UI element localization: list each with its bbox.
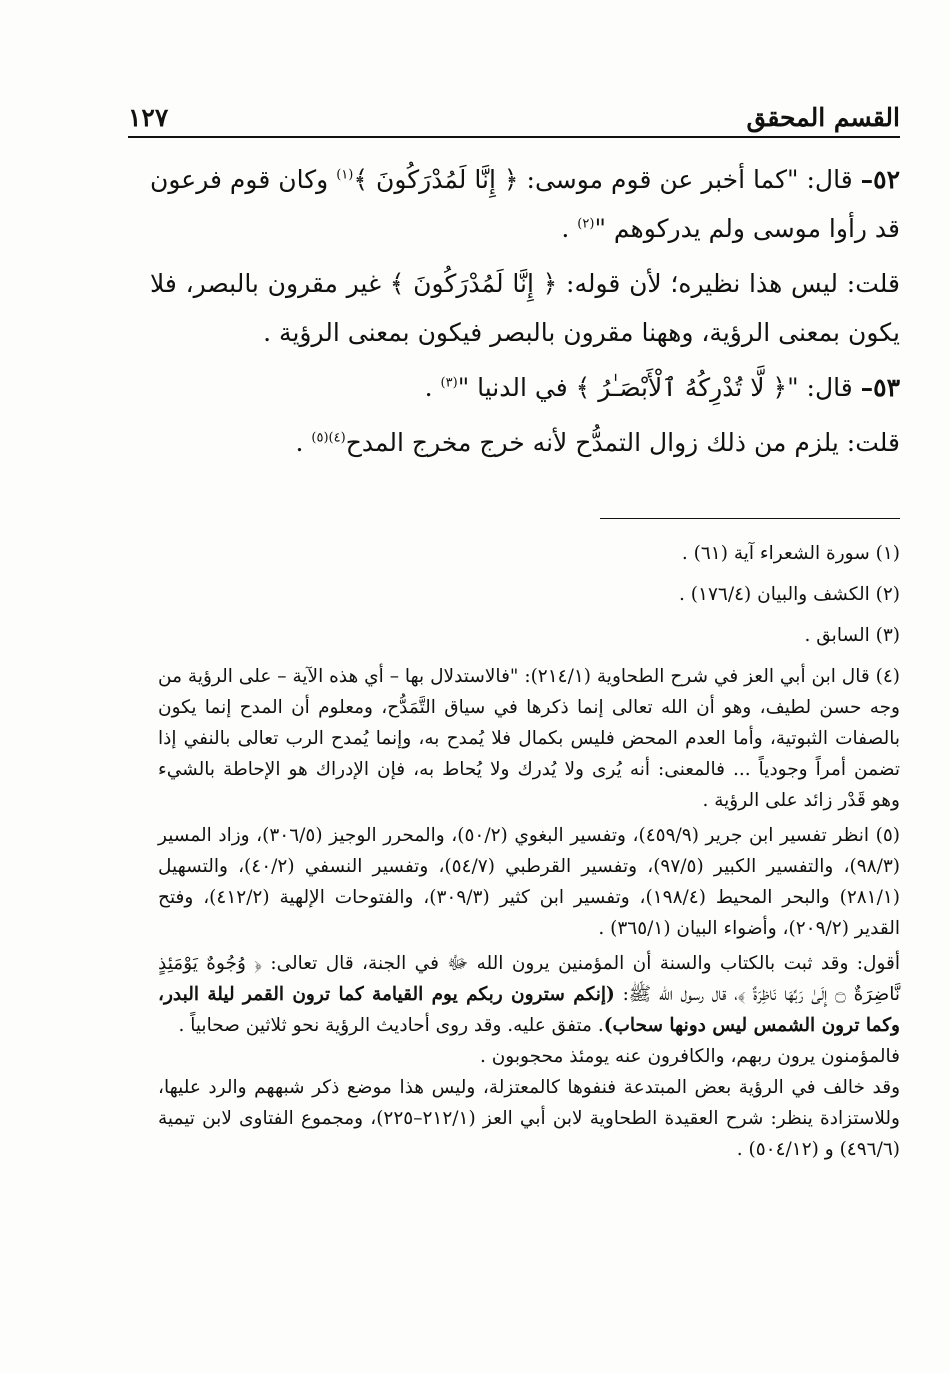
footnote-3: (٣) السابق .: [804, 625, 900, 646]
p53-text-b: .: [424, 373, 441, 402]
paragraph-53: [150, 363, 900, 412]
note-paragraph-2: فالمؤمنون يرون ربهم، والكافرون عنه يومئذ محجوبون .: [479, 1046, 900, 1067]
footnote-ref-1: (١): [336, 167, 354, 183]
p52-text-c: .: [561, 214, 578, 243]
reply-52: قلت: ليس هذا نظيره؛ لأن قوله: ﴿ إِنَّا لَمُدْرَكُونَ ﴾ غير مقرون بالبصر، فلا يكون بمعنى الرؤية، وههنا مقرون بالبصر فيكون بمعنى الرؤية .: [150, 269, 900, 347]
main-text: [150, 155, 900, 473]
q53-text-a: قلت: يلزم من ذلك زوال التمدُّح لأنه خرج مخرج المدح: [345, 428, 900, 457]
footnote-1: (١) سورة الشعراء آية (٦١) .: [681, 543, 900, 564]
item-number-53: ٥٣–: [860, 373, 900, 402]
note-paragraph-3: وقد خالف في الرؤية بعض المبتدعة فنفوها كالمعتزلة، وليس هذا موضع ذكر شبههم والرد عليها، وللاستزادة ينظر: شرح العقيدة الطحاوية لابن أبي العز (٢١٢/١–٢٢٥)، ومجموع الفتاوى لابن تيمية (٤٩٦/٦) و (٥٠٤/١٢) .: [158, 1077, 900, 1160]
footnote-ref-3: (٣): [440, 375, 458, 391]
footnote-ref-4-5: (٤)(٥): [311, 430, 346, 446]
p52-text-b: وكان قوم فرعون قد رأوا موسى ولم يدركوهم ": [150, 165, 900, 243]
note-p1-text-b: . متفق عليه. وقد روى أحاديث الرؤية نحو ثلاثين صحابياً .: [178, 1015, 604, 1036]
hadith-text: (إنكم سترون ربكم يوم القيامة كما ترون القمر ليلة البدر، وكما ترون الشمس ليس دونها سحاب): [158, 984, 900, 1036]
note-p1-text-a: أقول: وقد ثبت بالكتاب والسنة أن المؤمنين يرون الله ﷻ في الجنة، قال تعالى: ﴿ وُجُوهٌ يَوْمَئِذٍ نَّاضِرَةٌ ۝ إِلَىٰ رَبِّهَا نَاظِرَةٌ ﴾، قال رسول الله ﷺ:: [158, 953, 901, 1005]
footnote-2: (٢) الكشف والبيان (١٧٦/٤) .: [679, 584, 900, 605]
footnote-4: (٤) قال ابن أبي العز في شرح الطحاوية (٢١٤/١): "فالاستدلال بها – أي هذه الآية – على الرؤية من وجه حسن لطيف، وهو أن الله تعالى إنما ذكرها في سياق التَّمَدُّح، ومعلوم أن المدح إنما يكون بالصفات الثبوتية، وأما العدم المحض فليس بكمال فلا يُمدح به، وإنما يُمدح الرب تعالى بالنفي إذا تضمن أمراً وجودياً ... فالمعنى: أنه يُرى ولا يُدرك ولا يُحاط به، فإن الإدراك هو الإحاطة بالشيء وهو قَدْر زائد على الرؤية .: [158, 666, 900, 811]
p52-text-a: قال: "كما أخبر عن قوم موسى: ﴿ إِنَّا لَمُدْرَكُونَ ﴾: [353, 165, 853, 194]
note-paragraph-1: [158, 948, 900, 1041]
page-header: [128, 92, 900, 138]
running-title: القسم المحقق: [746, 103, 900, 132]
footnote-5: (٥) انظر تفسير ابن جرير (٤٥٩/٩)، وتفسير البغوي (٥٠/٢)، والمحرر الوجيز (٣٠٦/٥)، وزاد المسير (٩٨/٣)، والتفسير الكبير (٩٧/٥)، وتفسير القرطبي (٥٤/٧)، وتفسير النسفي (٤٠/٢)، والتسهيل (٢٨١/١) والبحر المحيط (١٩٨/٤)، وتفسير ابن كثير (٣٠٩/٣)، والفتوحات الإلهية (٤١٢/٢)، وفتح القدير (٢٠٩/٢)، وأضواء البيان (٣٦٥/١) .: [158, 825, 901, 939]
q53-text-b: .: [295, 428, 312, 457]
footnotes: [158, 538, 900, 1165]
footnote-ref-2: (٢): [577, 216, 595, 232]
item-number-52: ٥٢–: [860, 165, 901, 194]
footnote-separator: [600, 518, 900, 519]
reply-53: [150, 418, 900, 467]
p53-text-a: قال: "﴿ لَّا تُدْرِكُهُ ٱلْأَبْصَـٰرُ ﴾ في الدنيا ": [457, 373, 853, 402]
paragraph-52: [150, 155, 900, 253]
page-number: ١٢٧: [128, 103, 169, 132]
